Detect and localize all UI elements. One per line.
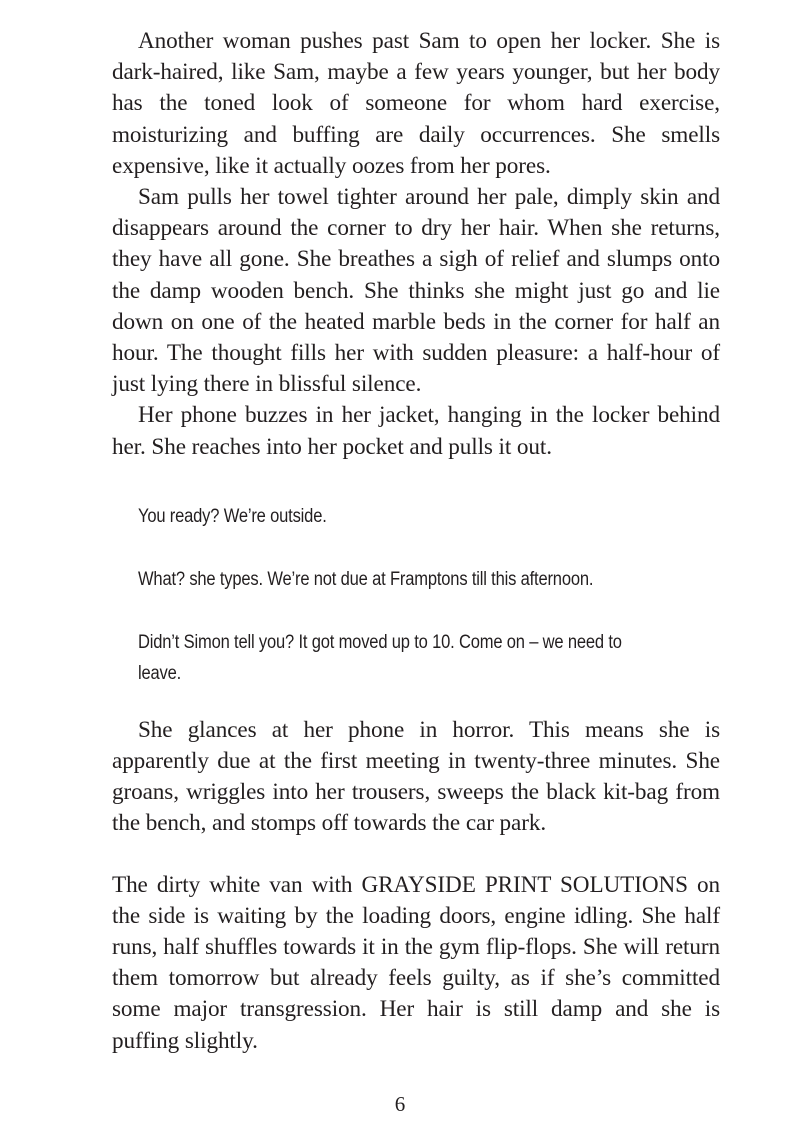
- paragraph-horror: She glances at her phone in horror. This means she is apparently due at the first meeting in twenty-three minutes. She groans, wriggles into her trousers, sweeps the black kit-bag from the bench, and stomps off towards the car park.: [112, 716, 720, 837]
- text-message: Didn’t Simon tell you? It got moved up to 10. Come on – we need to leave.: [138, 631, 622, 684]
- page-number: 6: [394, 1092, 406, 1116]
- book-page: [112, 26, 720, 1057]
- text-message: You ready? We’re outside.: [138, 505, 327, 527]
- section-break: [112, 840, 720, 870]
- text-messages: [138, 501, 720, 689]
- paragraph-locker: Another woman pushes past Sam to open her locker. She is dark-haired, like Sam, maybe a few years younger, but her body has the toned look of someone for whom hard exercise, moisturizing and buffing are daily occurrences. She smells expensive, like it actually oozes from her pores.: [112, 28, 720, 179]
- paragraph-van: The dirty white van with GRAYSIDE PRINT SOLUTIONS on the side is waiting by the loading doors, engine idling. She half runs, half shuffles towards it in the gym flip-flops. She will return them tomorrow but already feels guilty, as if she’s committed some major transgression. Her hair is still damp and she is puffing slightly.: [112, 871, 720, 1054]
- paragraph-towel: Sam pulls her towel tighter around her pale, dimply skin and disappears around the corner to dry her hair. When she returns, they have all gone. She breathes a sigh of relief and slumps onto the damp wooden bench. She thinks she might just go and lie down on one of the heated marble beds in the corner for half an hour. The thought fills her with sudden pleasure: a half-hour of just lying there in blissful silence.: [112, 184, 720, 398]
- text-message: What? she types. We’re not due at Framptons till this afternoon.: [138, 568, 594, 590]
- paragraph-phone-buzz: Her phone buzzes in her jacket, hanging in the locker behind her. She reaches into her pocket and pulls it out.: [112, 402, 720, 460]
